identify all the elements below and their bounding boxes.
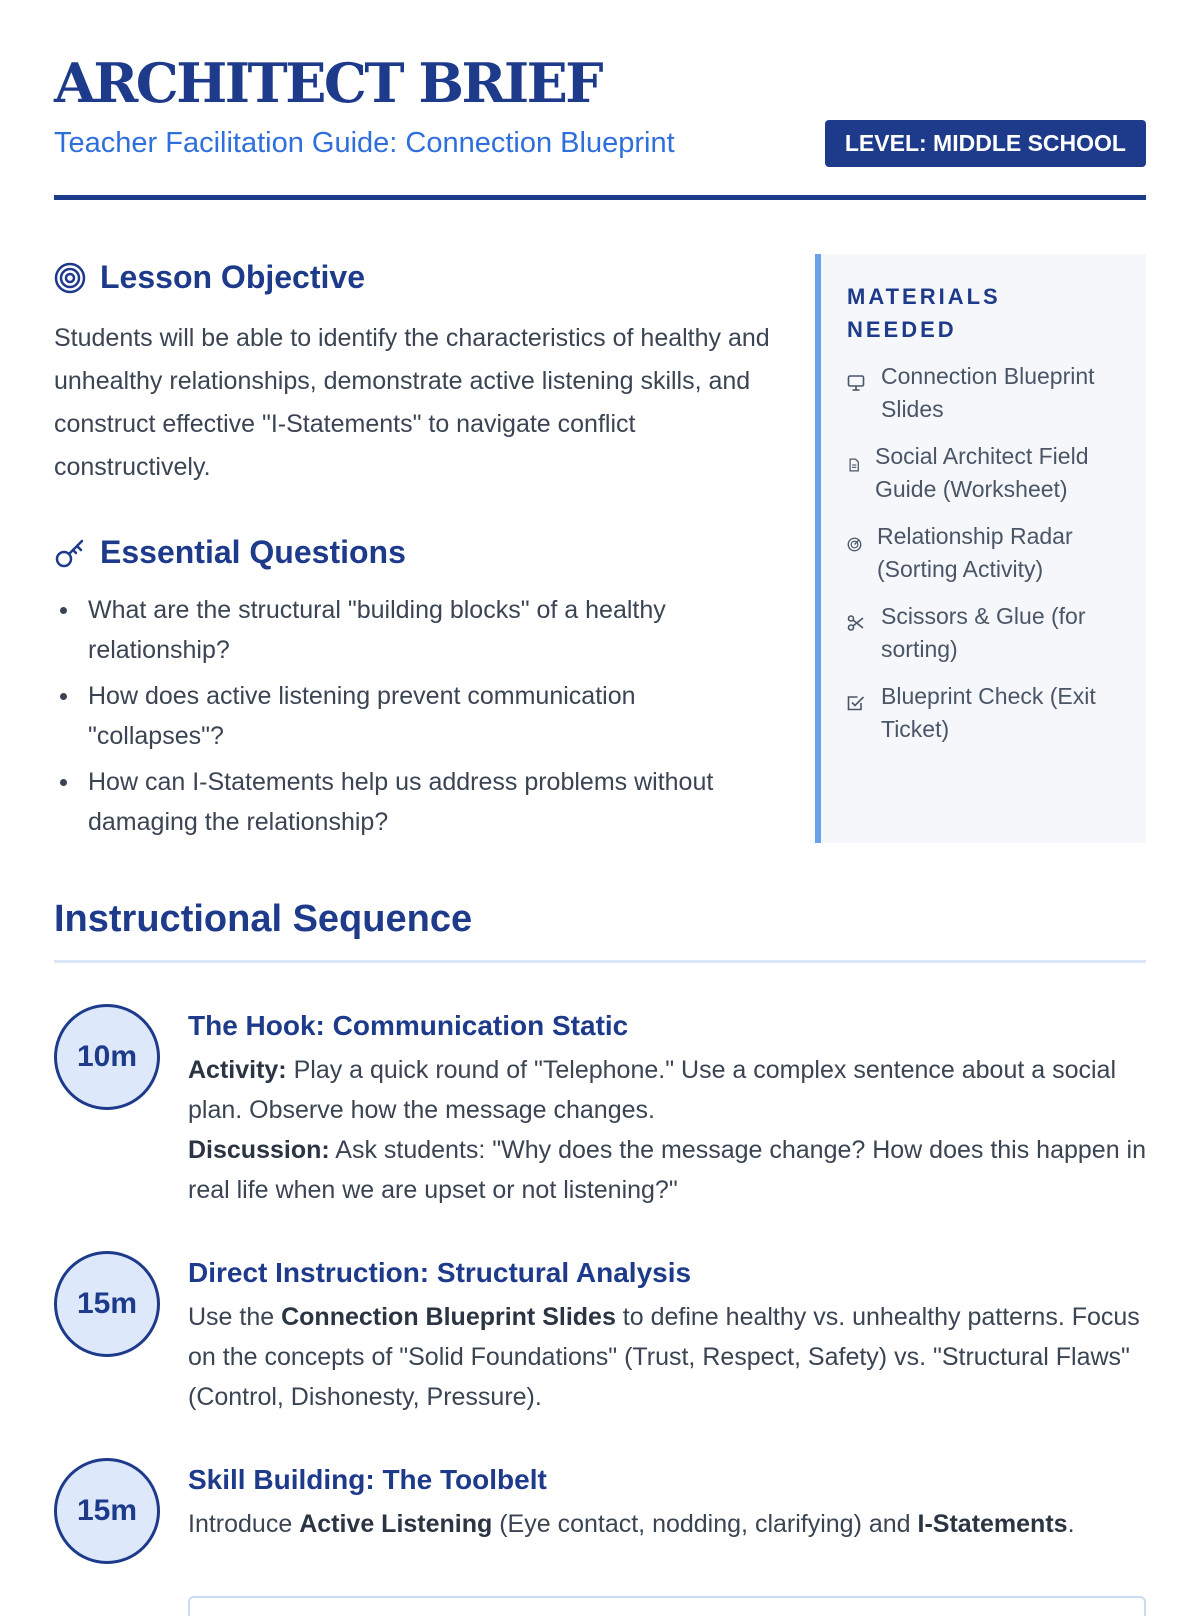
- next-panel-edge: [188, 1596, 1146, 1616]
- step-title: Skill Building: The Toolbelt: [188, 1464, 547, 1495]
- checkbox-icon: [847, 680, 881, 721]
- material-label: Social Architect Field Guide (Worksheet): [875, 443, 1089, 502]
- step-text-bold: Connection Blueprint Slides: [281, 1303, 616, 1331]
- step-text-part: (Eye contact, nodding, clarifying) and: [492, 1510, 918, 1538]
- step-text-bold: I-Statements: [917, 1510, 1068, 1538]
- material-label: Connection Blueprint Slides: [881, 363, 1095, 422]
- objective-column: [54, 260, 774, 848]
- step-body: [188, 1004, 1146, 1210]
- material-item: [847, 440, 1122, 506]
- step-activity: [188, 1050, 1146, 1130]
- list-item: How does active listening prevent communication "collapses"?: [54, 676, 774, 756]
- step-text: [188, 1504, 1146, 1544]
- material-label: Blueprint Check (Exit Ticket): [881, 683, 1096, 742]
- header: [54, 0, 1146, 200]
- page-subtitle: Teacher Facilitation Guide: Connection Blueprint: [54, 127, 675, 159]
- essential-questions-heading: [54, 535, 774, 570]
- step-text: [188, 1297, 1146, 1417]
- step-title: The Hook: Communication Static: [188, 1010, 629, 1041]
- step-body: [188, 1458, 1146, 1544]
- essential-questions-list: [54, 590, 774, 842]
- time-badge: 15m: [54, 1458, 160, 1564]
- step-text-part: Introduce: [188, 1510, 300, 1538]
- page-title: ARCHITECT BRIEF: [54, 51, 602, 115]
- step-discussion: [188, 1130, 1146, 1210]
- objective-heading: [54, 260, 774, 295]
- activity-label: Activity:: [188, 1056, 287, 1084]
- material-item: [847, 600, 1122, 666]
- step-text-part: Use the: [188, 1303, 282, 1331]
- document-icon: [847, 440, 875, 481]
- material-label: Relationship Radar (Sorting Activity): [877, 523, 1073, 582]
- monitor-icon: [847, 360, 881, 401]
- objective-heading-text: Lesson Objective: [100, 259, 365, 295]
- material-item: [847, 520, 1122, 586]
- materials-title: MATERIALS NEEDED: [847, 284, 1001, 342]
- step-title: Direct Instruction: Structural Analysis: [188, 1257, 692, 1288]
- list-item: How can I-Statements help us address problems without damaging the relationship?: [54, 762, 774, 842]
- overview-section: [54, 200, 1146, 840]
- discussion-text: Ask students: "Why does the message change? How does this happen in real life when we are upset or not listening?": [188, 1136, 1147, 1204]
- time-badge: 15m: [54, 1251, 160, 1357]
- list-item: What are the structural "building blocks" of a healthy relationship?: [54, 590, 774, 670]
- activity-text: Play a quick round of "Telephone." Use a complex sentence about a social plan. Observe how the message changes.: [188, 1056, 1116, 1124]
- discussion-label: Discussion:: [188, 1136, 330, 1164]
- materials-panel: [815, 254, 1146, 843]
- essential-questions-heading-text: Essential Questions: [100, 534, 406, 571]
- sequence-heading: Instructional Sequence: [54, 898, 473, 940]
- step-text-bold: Active Listening: [299, 1510, 493, 1538]
- target-icon: [54, 262, 86, 294]
- level-badge: LEVEL: MIDDLE SCHOOL: [825, 120, 1146, 167]
- scissors-icon: [847, 600, 881, 641]
- key-icon: [54, 537, 86, 569]
- sequence-divider: [54, 960, 1146, 963]
- objective-text: Students will be able to identify the characteristics of healthy and unhealthy relationships, demonstrate active listening skills, and construct effective "I-Statements" to navigate conflict constructively.: [54, 324, 770, 482]
- material-item: [847, 680, 1122, 746]
- step-body: [188, 1251, 1146, 1417]
- material-item: [847, 360, 1122, 426]
- time-badge: 10m: [54, 1004, 160, 1110]
- step-text-part: .: [1067, 1510, 1075, 1538]
- material-label: Scissors & Glue (for sorting): [881, 603, 1086, 662]
- materials-list: [847, 360, 1122, 746]
- radar-icon: [847, 520, 877, 561]
- step-text-part: to define healthy vs. unhealthy patterns. Focus on the concepts of "Solid Foundations" (Trust, Respect, Safety) vs. "Structural Flaws" (Control, Dishonesty, Pressure).: [188, 1303, 1140, 1411]
